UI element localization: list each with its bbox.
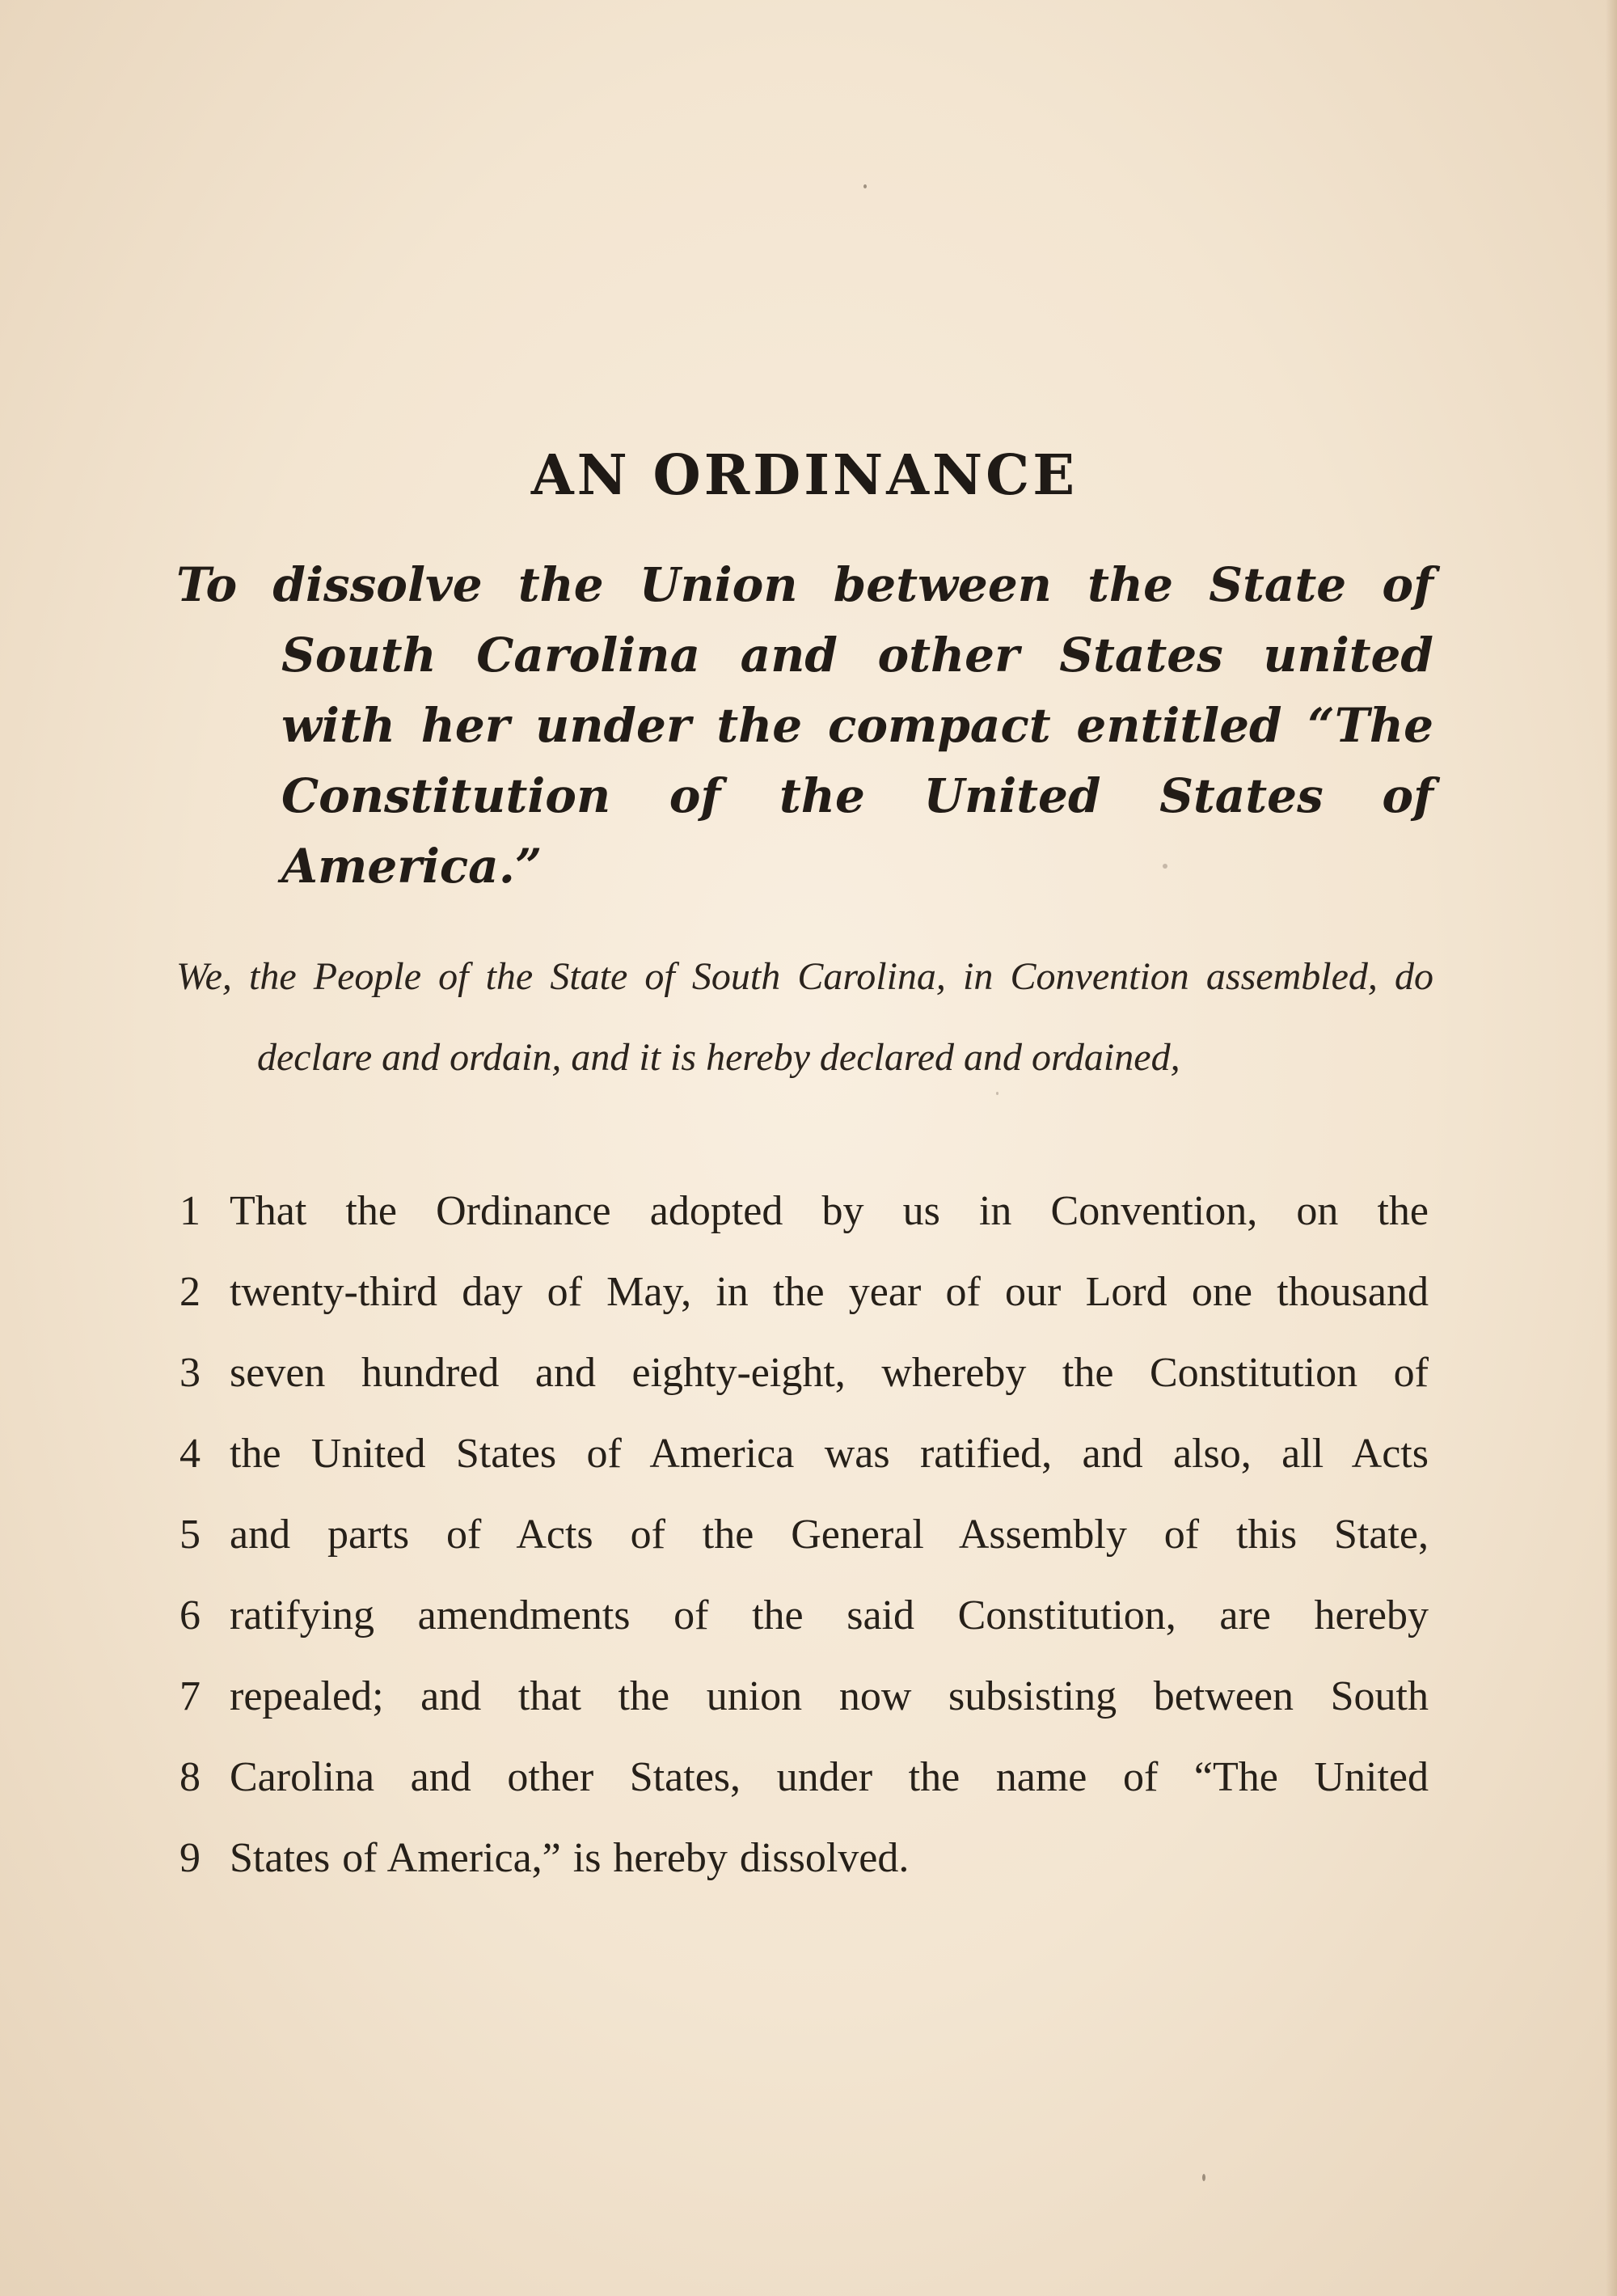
line-text: the United States of America was ratified, and also, all Acts bbox=[230, 1431, 1429, 1477]
ordinance-line bbox=[179, 1430, 1429, 1511]
paper-speck bbox=[863, 184, 867, 188]
ordinance-line bbox=[179, 1592, 1429, 1672]
line-number: 5 bbox=[179, 1512, 201, 1558]
document-preamble: We, the People of the State of South Carolina, in Convention assembled, do declare and ordain, and it is hereby declared and ordained, bbox=[176, 955, 1433, 1079]
ordinance-body bbox=[179, 1187, 1429, 1915]
line-text: ratifying amendments of the said Constitution, are hereby bbox=[230, 1592, 1429, 1638]
paper-edge-shadow bbox=[1606, 0, 1617, 2296]
ordinance-line bbox=[179, 1511, 1429, 1592]
ordinance-line bbox=[179, 1268, 1429, 1349]
ordinance-line bbox=[179, 1187, 1429, 1268]
paper-speck bbox=[1202, 2174, 1205, 2181]
line-text: States of America,” is hereby dissolved. bbox=[230, 1835, 910, 1881]
line-text: repealed; and that the union now subsisting between South bbox=[230, 1673, 1429, 1719]
line-text: seven hundred and eighty-eight, whereby the Constitution of bbox=[230, 1350, 1429, 1396]
line-text: Carolina and other States, under the name of “The United bbox=[230, 1754, 1429, 1800]
line-number: 1 bbox=[179, 1188, 201, 1234]
ordinance-line bbox=[179, 1834, 1429, 1915]
line-text: That the Ordinance adopted by us in Convention, on the bbox=[230, 1188, 1429, 1234]
line-number: 4 bbox=[179, 1431, 201, 1477]
ordinance-line bbox=[179, 1349, 1429, 1430]
line-text: and parts of Acts of the General Assembly of this State, bbox=[230, 1512, 1429, 1558]
line-number: 6 bbox=[179, 1592, 201, 1638]
line-number: 3 bbox=[179, 1350, 201, 1396]
document-title: AN ORDINANCE bbox=[530, 443, 1079, 508]
ordinance-line bbox=[179, 1753, 1429, 1834]
ordinance-line bbox=[179, 1672, 1429, 1753]
line-number: 8 bbox=[179, 1754, 201, 1800]
line-text: twenty-third day of May, in the year of our Lord one thousand bbox=[230, 1269, 1429, 1315]
line-number: 7 bbox=[179, 1673, 201, 1719]
document-subtitle: To dissolve the Union between the State of South Carolina and other States united with her under the compact entitled “The Constitution of the United States of America.” bbox=[176, 557, 1433, 894]
line-number: 2 bbox=[179, 1269, 201, 1315]
line-number: 9 bbox=[179, 1835, 201, 1881]
